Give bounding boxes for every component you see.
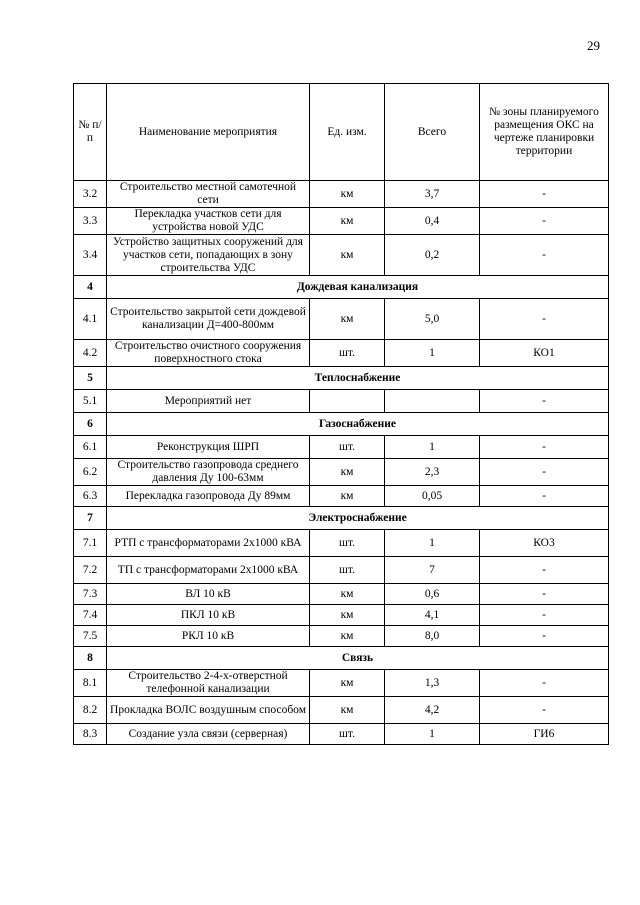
row-name: ТП с трансформаторами 2х1000 кВА xyxy=(107,557,310,584)
page-number: 29 xyxy=(587,38,600,53)
row-name: Строительство очистного сооружения поверхностного стока xyxy=(107,340,310,367)
row-zone: - xyxy=(480,235,609,276)
row-total: 1,3 xyxy=(385,670,480,697)
row-num: 7.2 xyxy=(74,557,107,584)
section-num: 7 xyxy=(74,507,107,530)
row-name: Прокладка ВОЛС воздушным способом xyxy=(107,697,310,724)
table-row xyxy=(74,235,609,276)
row-num: 7.4 xyxy=(74,605,107,626)
section-title: Электроснабжение xyxy=(107,507,609,530)
header-name: Наименование мероприятия xyxy=(107,84,310,181)
row-name: Мероприятий нет xyxy=(107,390,310,413)
table-row xyxy=(74,486,609,507)
works-table xyxy=(73,83,609,745)
row-unit: км xyxy=(310,626,385,647)
row-unit: км xyxy=(310,235,385,276)
header-num: № п/п xyxy=(74,84,107,181)
row-num: 3.3 xyxy=(74,208,107,235)
table-row xyxy=(74,724,609,745)
row-name: Реконструкция ШРП xyxy=(107,436,310,459)
row-name: Создание узла связи (серверная) xyxy=(107,724,310,745)
row-zone: - xyxy=(480,436,609,459)
row-total: 4,2 xyxy=(385,697,480,724)
table-row xyxy=(74,390,609,413)
row-total: 1 xyxy=(385,724,480,745)
table-row xyxy=(74,530,609,557)
row-zone: - xyxy=(480,486,609,507)
row-name: РТП с трансформаторами 2х1000 кВА xyxy=(107,530,310,557)
row-num: 3.2 xyxy=(74,181,107,208)
row-total: 1 xyxy=(385,436,480,459)
row-total: 7 xyxy=(385,557,480,584)
row-zone: - xyxy=(480,459,609,486)
table-row xyxy=(74,605,609,626)
header-unit: Ед. изм. xyxy=(310,84,385,181)
row-unit: км xyxy=(310,670,385,697)
row-zone: - xyxy=(480,584,609,605)
row-name: ПКЛ 10 кВ xyxy=(107,605,310,626)
row-name: Строительство местной самотечной сети xyxy=(107,181,310,208)
row-zone: - xyxy=(480,626,609,647)
row-name: Перекладка участков сети для устройства новой УДС xyxy=(107,208,310,235)
section-title: Газоснабжение xyxy=(107,413,609,436)
table-row xyxy=(74,697,609,724)
row-num: 8.3 xyxy=(74,724,107,745)
row-num: 7.1 xyxy=(74,530,107,557)
row-num: 3.4 xyxy=(74,235,107,276)
table-row xyxy=(74,584,609,605)
section-num: 6 xyxy=(74,413,107,436)
row-name: Строительство 2-4-х-отверстной телефонной канализации xyxy=(107,670,310,697)
header-zone: № зоны планируемого размещения ОКС на чертеже планировки территории xyxy=(480,84,609,181)
row-num: 8.2 xyxy=(74,697,107,724)
row-zone: - xyxy=(480,605,609,626)
row-total xyxy=(385,390,480,413)
row-total: 0,6 xyxy=(385,584,480,605)
row-zone: ГИ6 xyxy=(480,724,609,745)
row-num: 4.1 xyxy=(74,299,107,340)
row-total: 4,1 xyxy=(385,605,480,626)
row-name: Устройство защитных сооружений для участков сети, попадающих в зону строительства УДС xyxy=(107,235,310,276)
row-num: 7.5 xyxy=(74,626,107,647)
row-unit: км xyxy=(310,486,385,507)
table-row xyxy=(74,436,609,459)
row-unit: шт. xyxy=(310,557,385,584)
row-zone: - xyxy=(480,697,609,724)
table-row xyxy=(74,670,609,697)
table-row xyxy=(74,557,609,584)
row-num: 6.2 xyxy=(74,459,107,486)
row-total: 2,3 xyxy=(385,459,480,486)
row-unit: км xyxy=(310,459,385,486)
row-unit: км xyxy=(310,605,385,626)
row-total: 1 xyxy=(385,530,480,557)
row-num: 6.1 xyxy=(74,436,107,459)
row-total: 0,4 xyxy=(385,208,480,235)
table-row xyxy=(74,181,609,208)
table-header-row xyxy=(74,84,609,181)
section-row xyxy=(74,276,609,299)
row-zone: - xyxy=(480,208,609,235)
row-total: 1 xyxy=(385,340,480,367)
table-row xyxy=(74,299,609,340)
row-zone: - xyxy=(480,299,609,340)
row-zone: - xyxy=(480,390,609,413)
row-num: 6.3 xyxy=(74,486,107,507)
row-unit: км xyxy=(310,208,385,235)
row-zone: - xyxy=(480,181,609,208)
row-total: 3,7 xyxy=(385,181,480,208)
section-title: Связь xyxy=(107,647,609,670)
row-num: 7.3 xyxy=(74,584,107,605)
row-total: 5,0 xyxy=(385,299,480,340)
row-total: 0,2 xyxy=(385,235,480,276)
table-row xyxy=(74,459,609,486)
section-row xyxy=(74,367,609,390)
row-name: РКЛ 10 кВ xyxy=(107,626,310,647)
section-num: 8 xyxy=(74,647,107,670)
row-num: 4.2 xyxy=(74,340,107,367)
row-total: 8,0 xyxy=(385,626,480,647)
section-row xyxy=(74,413,609,436)
header-total: Всего xyxy=(385,84,480,181)
row-zone: - xyxy=(480,557,609,584)
row-unit: шт. xyxy=(310,436,385,459)
row-unit: шт. xyxy=(310,724,385,745)
row-unit: км xyxy=(310,299,385,340)
row-zone: КО3 xyxy=(480,530,609,557)
row-name: Строительство закрытой сети дождевой канализации Д=400-800мм xyxy=(107,299,310,340)
row-num: 8.1 xyxy=(74,670,107,697)
row-unit: шт. xyxy=(310,340,385,367)
row-unit: км xyxy=(310,181,385,208)
section-num: 4 xyxy=(74,276,107,299)
row-unit: км xyxy=(310,697,385,724)
row-unit: км xyxy=(310,584,385,605)
row-name: Перекладка газопровода Ду 89мм xyxy=(107,486,310,507)
row-name: ВЛ 10 кВ xyxy=(107,584,310,605)
row-unit xyxy=(310,390,385,413)
row-zone: - xyxy=(480,670,609,697)
section-row xyxy=(74,647,609,670)
table-row xyxy=(74,626,609,647)
row-zone: КО1 xyxy=(480,340,609,367)
table-row xyxy=(74,340,609,367)
section-row xyxy=(74,507,609,530)
section-title: Теплоснабжение xyxy=(107,367,609,390)
row-unit: шт. xyxy=(310,530,385,557)
row-total: 0,05 xyxy=(385,486,480,507)
section-num: 5 xyxy=(74,367,107,390)
row-num: 5.1 xyxy=(74,390,107,413)
table-row xyxy=(74,208,609,235)
row-name: Строительство газопровода среднего давления Ду 100-63мм xyxy=(107,459,310,486)
section-title: Дождевая канализация xyxy=(107,276,609,299)
